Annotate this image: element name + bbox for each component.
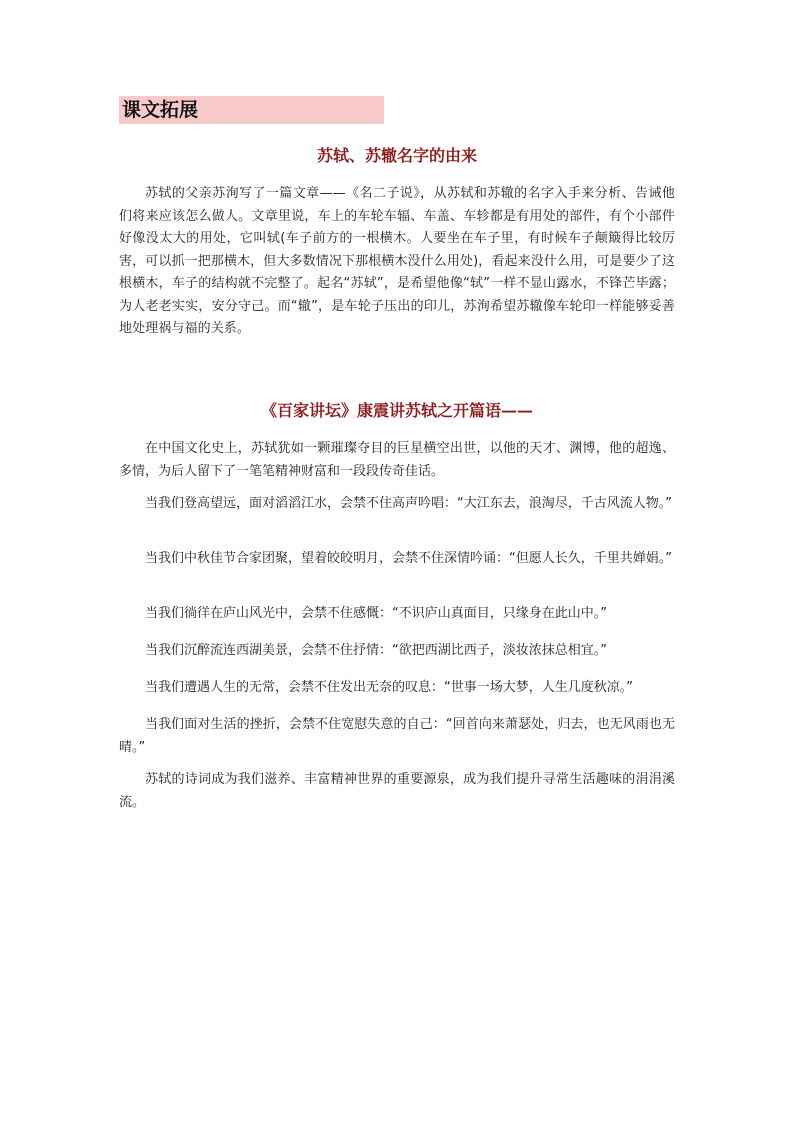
lecture-paragraph-intro: 在中国文化史上，苏轼犹如一颗璀璨夺目的巨星横空出世，以他的天才、渊博，他的超逸、多情，为后人留下了一笔笔精神财富和一段段传奇佳话。: [119, 441, 675, 479]
lecture-paragraph-conclusion: 苏轼的诗词成为我们滋养、丰富精神世界的重要源泉，成为我们提升寻常生活趣味的涓涓溪流。: [119, 772, 675, 810]
lecture-paragraph-moon: 当我们中秋佳节合家团聚，望着皎皎明月，会禁不住深情吟诵：“但愿人长久，千里共婵娟。”: [145, 551, 672, 566]
lecture-paragraph-setback: 当我们面对生活的挫折，会禁不住宽慰失意的自己：“回首向来萧瑟处，归去，也无风雨也无晴。”: [119, 717, 675, 755]
lecture-paragraph-westlake: 当我们沉醉流连西湖美景，会禁不住抒情：“欲把西湖比西子，淡妆浓抹总相宜。”: [145, 643, 607, 658]
section-header-label: 课文拓展: [122, 99, 199, 121]
article-title-lecture: 《百家讲坛》康震讲苏轼之开篇语——: [260, 401, 533, 420]
section-header: [119, 96, 384, 124]
article-paragraph-name-origin: 苏轼的父亲苏洵写了一篇文章——《名二子说》，从苏轼和苏辙的名字入手来分析、告诫他们将来应该怎么做人。文章里说，车上的车轮车辐、车盖、车轸都是有用处的部件，有个小部件好像没太大的用处，它叫轼(车子前方的一根横木。人要坐在车子里，有时候车子颠簸得比较厉害，可以抓一把那横木，但大多数情况下那根横木没什么用处)，看起来没什么用，可是要少了这根横木，车子的结构就不完整了。起名“苏轼”，是希望他像“轼”一样不显山露水，不锋芒毕露；为人老老实实，安分守己。而“辙”，是车轮子压出的印儿，苏洵希望苏辙像车轮印一样能够妥善地处理祸与福的关系。: [119, 186, 675, 336]
lecture-paragraph-lushan: 当我们徜徉在庐山风光中，会禁不住感慨：“不识庐山真面目，只缘身在此山中。”: [145, 606, 607, 621]
lecture-paragraph-impermanence: 当我们遭遇人生的无常，会禁不住发出无奈的叹息：“世事一场大梦，人生几度秋凉。”: [145, 680, 633, 695]
lecture-paragraph-river: 当我们登高望远，面对滔滔江水，会禁不住高声吟唱：“大江东去，浪淘尽，千古风流人物。”: [145, 496, 672, 511]
article-title-name-origin: 苏轼、苏辙名字的由来: [316, 146, 477, 165]
